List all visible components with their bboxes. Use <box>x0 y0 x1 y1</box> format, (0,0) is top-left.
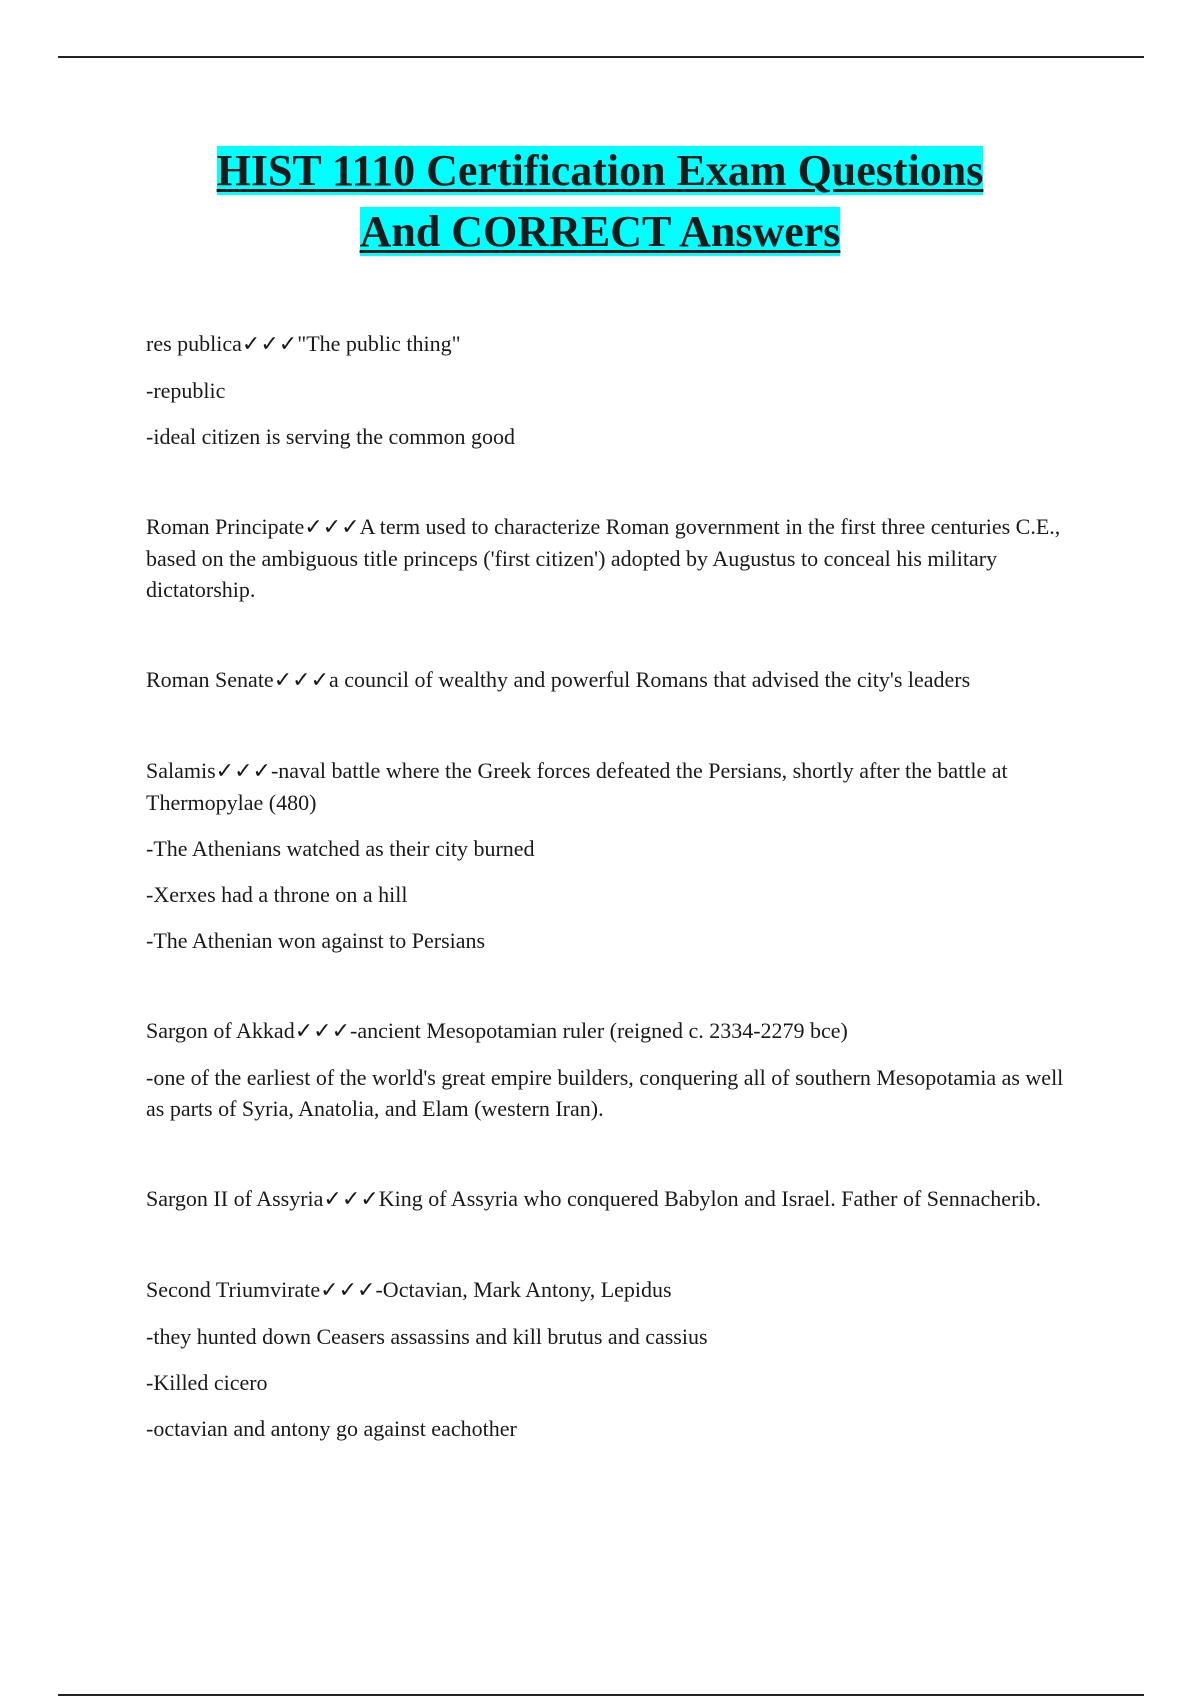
qa-entry <box>146 664 1076 696</box>
check-marks-icon: ✓✓✓ <box>215 759 271 784</box>
check-marks-icon: ✓✓✓ <box>304 515 360 540</box>
definition: "The public thing" <box>297 331 461 356</box>
entry-line: -Killed cicero <box>146 1370 268 1395</box>
entry-line: -The Athenian won against to Persians <box>146 928 486 953</box>
top-rule <box>58 56 1144 58</box>
qa-entry <box>146 511 1076 605</box>
entry-line <box>146 511 1076 605</box>
term: Roman Senate <box>146 667 274 692</box>
title-line-1: HIST 1110 Certification Exam Questions <box>216 146 984 195</box>
qa-entry <box>146 755 1076 956</box>
definition: King of Assyria who conquered Babylon and Israel. Father of Sennacherib. <box>378 1186 1042 1211</box>
check-marks-icon: ✓✓✓ <box>241 332 298 357</box>
qa-entry <box>146 1274 1076 1444</box>
qa-list <box>146 328 1076 1444</box>
bottom-rule <box>58 1694 1144 1696</box>
check-marks-icon: ✓✓✓ <box>320 1278 376 1303</box>
entry-line: -they hunted down Ceasers assassins and kill brutus and cassius <box>146 1324 708 1349</box>
term: Salamis <box>146 758 216 783</box>
term: Sargon II of Assyria <box>146 1186 324 1211</box>
entry-line <box>146 664 1076 696</box>
check-marks-icon: ✓✓✓ <box>323 1187 379 1212</box>
entry-line: -ideal citizen is serving the common good <box>146 424 516 449</box>
term: res publica <box>146 331 242 356</box>
qa-entry <box>146 328 1076 452</box>
entry-line <box>146 1274 1076 1306</box>
entry-line: -octavian and antony go against eachother <box>146 1416 517 1441</box>
entry-line <box>146 1183 1076 1215</box>
title-line-2: And CORRECT Answers <box>359 207 841 256</box>
term: Second Triumvirate <box>146 1277 321 1302</box>
entry-line: -The Athenians watched as their city burned <box>146 836 535 861</box>
entry-line <box>146 1015 1076 1047</box>
term: Sargon of Akkad <box>146 1018 295 1043</box>
entry-line: -one of the earliest of the world's great empire builders, conquering all of southern Mesopotamia as well as parts of Syria, Anatolia, and Elam (western Iran). <box>146 1065 1064 1121</box>
entry-line <box>146 755 1076 818</box>
entry-line: -republic <box>146 378 226 403</box>
definition: A term used to characterize Roman government in the first three centuries C.E., based on the ambiguous title princeps ('first citizen') adopted by Augustus to conceal his military dictatorship. <box>146 514 1061 602</box>
entry-line: -Xerxes had a throne on a hill <box>146 882 408 907</box>
qa-entry <box>146 1183 1076 1215</box>
definition: -ancient Mesopotamian ruler (reigned c. 2334-2279 bce) <box>350 1018 848 1043</box>
check-marks-icon: ✓✓✓ <box>294 1019 351 1044</box>
qa-entry <box>146 1015 1076 1124</box>
document-title <box>60 140 1140 262</box>
term: Roman Principate <box>146 514 305 539</box>
check-marks-icon: ✓✓✓ <box>273 668 330 693</box>
entry-line <box>146 328 1076 360</box>
definition: -Octavian, Mark Antony, Lepidus <box>375 1277 672 1302</box>
definition: a council of wealthy and powerful Romans that advised the city's leaders <box>329 667 971 692</box>
definition: -naval battle where the Greek forces defeated the Persians, shortly after the battle at Thermopylae (480) <box>146 758 1008 815</box>
